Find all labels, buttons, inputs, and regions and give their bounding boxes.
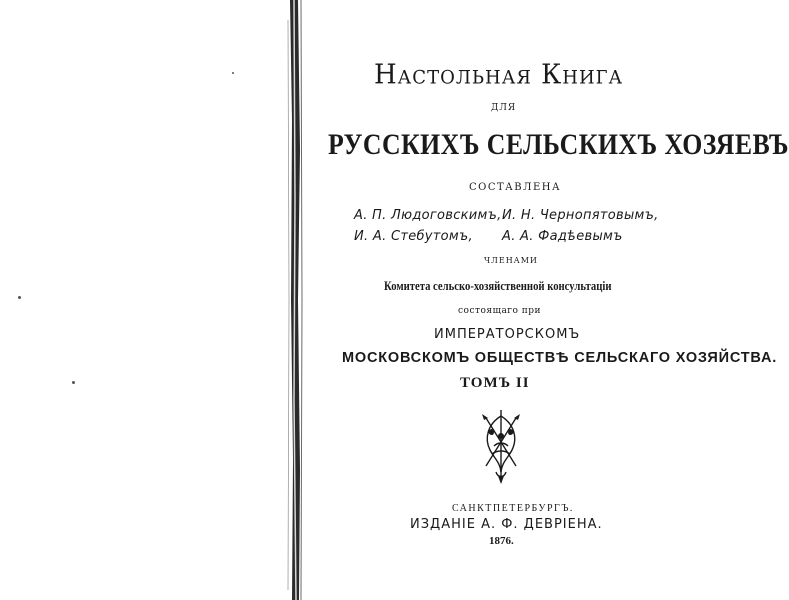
book-spine-binding: [286, 0, 306, 600]
author-name: А. А. Фадѣевымъ: [502, 229, 623, 244]
title-page: [306, 0, 789, 600]
belonging-label: состоящаго при: [458, 306, 542, 316]
society-name: МОСКОВСКОМЪ ОБЩЕСТВѢ СЕЛЬСКАГО ХОЗЯЙСТВА.: [342, 350, 778, 366]
author-name: А. П. Людоговскимъ,: [354, 208, 502, 223]
compiled-by-label: СОСТАВЛЕНА: [469, 182, 562, 193]
paper-speck: [72, 381, 75, 384]
book-title-line1: Настольная Книга: [374, 59, 624, 91]
author-name: И. А. Стебутомъ,: [354, 229, 473, 244]
publisher-line: ИЗДАНІЕ А. Ф. ДЕВРІЕНА.: [410, 517, 603, 532]
book-title-line2: РУССКИХЪ СЕЛЬСКИХЪ ХОЗЯЕВЪ: [328, 128, 789, 161]
committee-name: Комитета сельско-хозяйственной консультаціи: [384, 278, 612, 293]
left-blank-page: [0, 0, 288, 600]
publication-year: 1876.: [489, 535, 514, 547]
members-label: ЧЛЕНАМИ: [484, 256, 538, 265]
volume-label: ТОМЪ II: [460, 375, 530, 391]
paper-speck: [232, 72, 234, 74]
imperial-label: ИМПЕРАТОРСКОМЪ: [434, 327, 581, 342]
publication-city: САНКТПЕТЕРБУРГЪ.: [452, 503, 574, 514]
title-connector: ДЛЯ: [491, 103, 517, 113]
author-name: И. Н. Чернопятовымъ,: [502, 208, 659, 223]
paper-speck: [18, 296, 21, 299]
publisher-emblem-icon: [476, 406, 526, 486]
